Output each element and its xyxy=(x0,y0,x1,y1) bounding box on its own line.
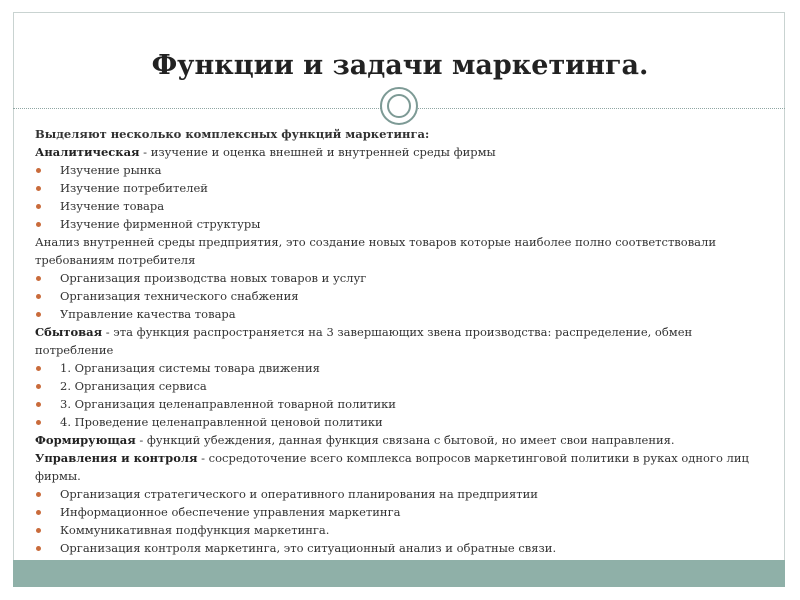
list-item: Изучение фирменной структуры xyxy=(35,215,755,233)
analysis-text: Анализ внутренней среды предприятия, это создание новых товаров которые наиболее полно соответствовали xyxy=(35,235,717,249)
bullet-icon xyxy=(36,510,41,515)
bullet-icon xyxy=(36,186,41,191)
bullet-icon xyxy=(36,546,41,551)
list-item: Изучение потребителей xyxy=(35,179,755,197)
sales-heading-cont: потребление xyxy=(35,343,114,357)
bullet-icon xyxy=(36,204,41,209)
bullet-icon xyxy=(36,384,41,389)
list-item: Коммуникативная подфункция маркетинга. xyxy=(35,521,755,539)
list-item: Информационное обеспечение управления маркетинга xyxy=(35,503,755,521)
bullet-icon xyxy=(36,276,41,281)
list-item: 3. Организация целенаправленной товарной политики xyxy=(35,395,755,413)
list-item: Организация стратегического и оперативного планирования на предприятии xyxy=(35,485,755,503)
bullet-icon xyxy=(36,168,41,173)
list-item: 2. Организация сервиса xyxy=(35,377,755,395)
bullet-icon xyxy=(36,492,41,497)
management-heading: Управления и контроля - сосредоточение всего комплекса вопросов маркетинговой политики в руках одного лиц xyxy=(35,451,749,465)
slide-title: Функции и задачи маркетинга. xyxy=(151,50,649,81)
forming-heading: Формирующая - функций убеждения, данная функция связана с бытовой, но имеет свои направления. xyxy=(35,433,675,447)
bullet-icon xyxy=(36,420,41,425)
bullet-icon xyxy=(36,366,41,371)
bullet-icon xyxy=(36,312,41,317)
intro-text: Выделяют несколько комплексных функций маркетинга: xyxy=(35,127,430,141)
list-item: 4. Проведение целенаправленной ценовой политики xyxy=(35,413,755,431)
list-item: Изучение товара xyxy=(35,197,755,215)
list-item: Изучение рынка xyxy=(35,161,755,179)
list-item: Управление качества товара xyxy=(35,305,755,323)
list-item: 1. Организация системы товара движения xyxy=(35,359,755,377)
analytic-heading: Аналитическая - изучение и оценка внешней и внутренней среды фирмы xyxy=(35,145,496,159)
list-item: Организация контроля маркетинга, это ситуационный анализ и обратные связи. xyxy=(35,539,755,557)
bullet-icon xyxy=(36,294,41,299)
circle-ornament-icon xyxy=(380,87,418,125)
footer-bar xyxy=(13,560,785,587)
list-item: Организация технического снабжения xyxy=(35,287,755,305)
bullet-icon xyxy=(36,222,41,227)
management-heading-cont: фирмы. xyxy=(35,469,81,483)
analysis-text-cont: требованиям потребителя xyxy=(35,253,196,267)
list-item: Организация производства новых товаров и услуг xyxy=(35,269,755,287)
bullet-icon xyxy=(36,528,41,533)
slide-body xyxy=(35,125,755,557)
bullet-icon xyxy=(36,402,41,407)
sales-heading: Сбытовая - эта функция распространяется на 3 завершающих звена производства: распределение, обмен xyxy=(35,325,693,339)
